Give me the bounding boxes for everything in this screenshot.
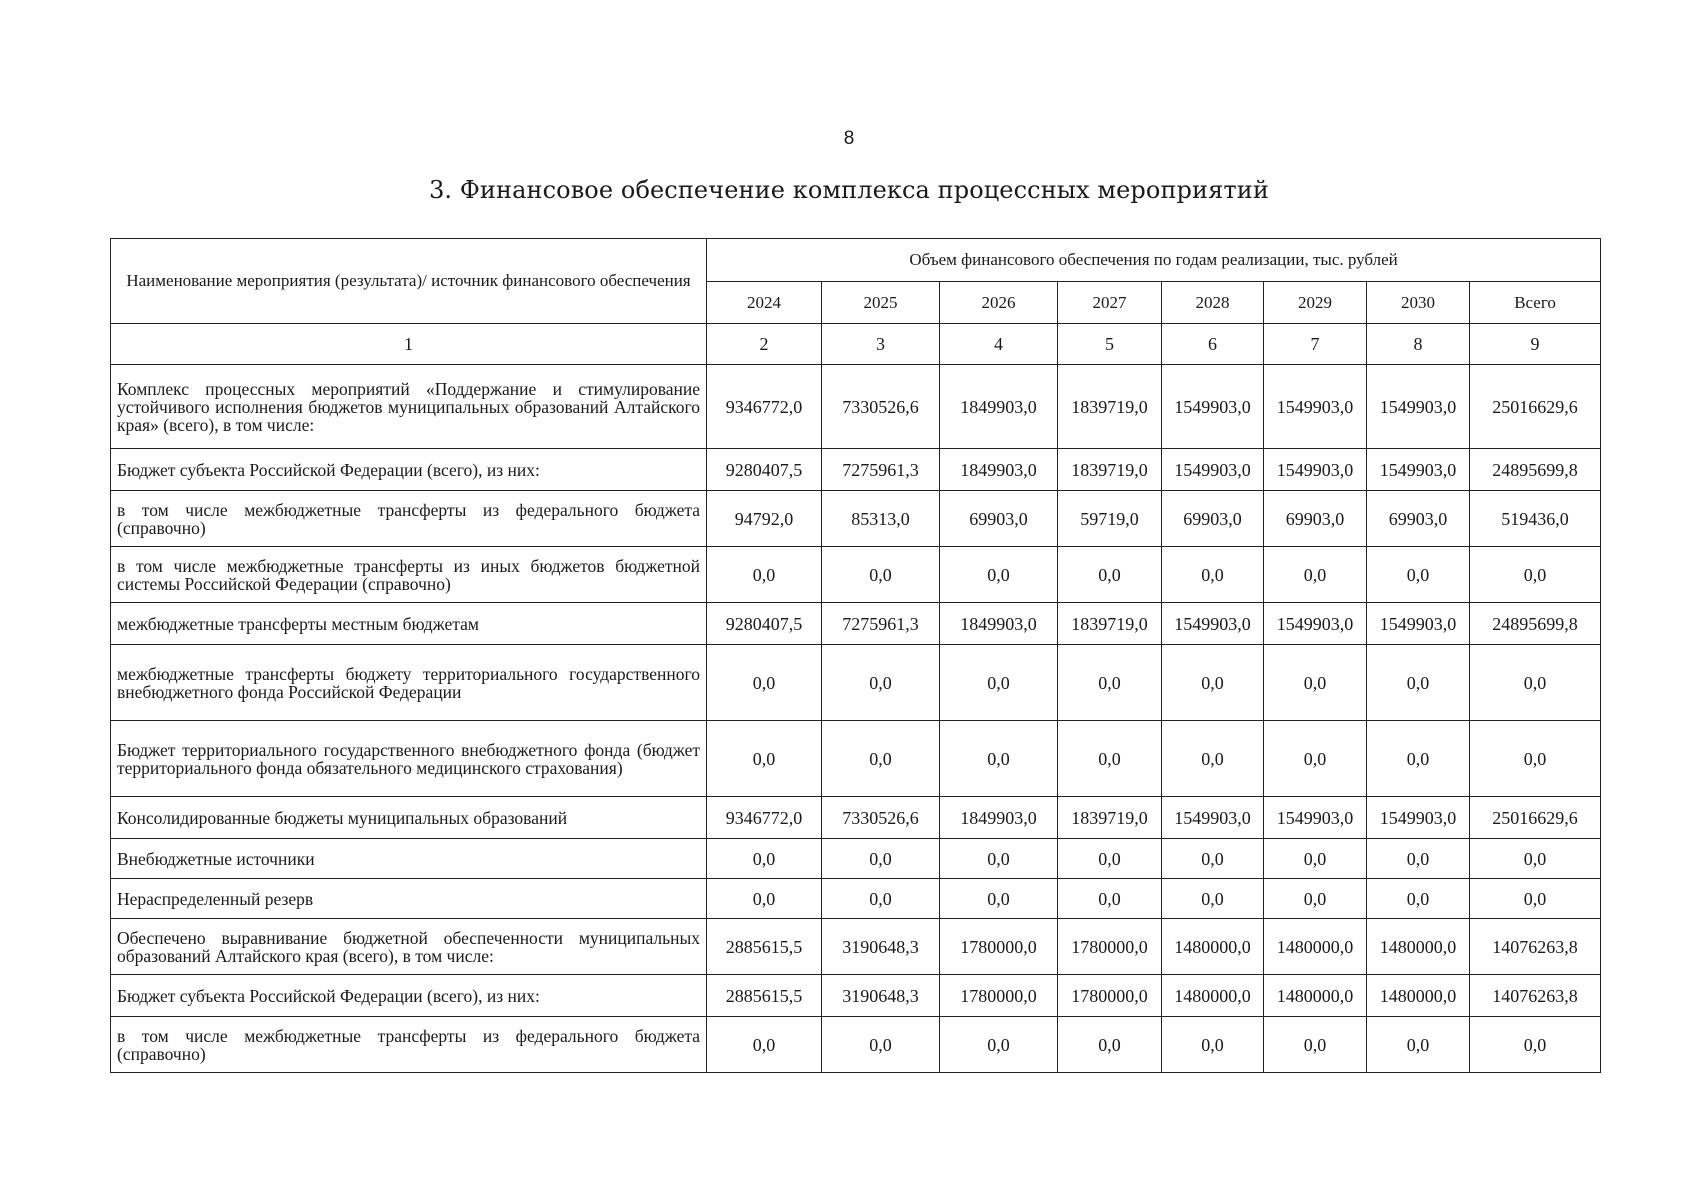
value-cell: 1849903,0 [940,603,1058,645]
row-label: Бюджет субъекта Российской Федерации (всего), из них: [111,449,707,491]
column-number: 9 [1470,324,1601,365]
table-row [111,721,1601,797]
value-cell: 1839719,0 [1058,449,1162,491]
value-cell: 0,0 [1162,1017,1264,1073]
table-row [111,547,1601,603]
financing-table [110,238,1601,1073]
value-cell: 0,0 [940,1017,1058,1073]
value-cell: 0,0 [1162,645,1264,721]
value-cell: 0,0 [707,1017,822,1073]
table-row [111,879,1601,919]
value-cell: 1480000,0 [1264,919,1367,975]
table-row [111,603,1601,645]
value-cell: 1480000,0 [1367,919,1470,975]
value-cell: 1549903,0 [1264,603,1367,645]
value-cell: 0,0 [1367,839,1470,879]
value-cell: 0,0 [1264,1017,1367,1073]
value-cell: 0,0 [940,721,1058,797]
value-cell: 2885615,5 [707,919,822,975]
header-year: 2029 [1264,282,1367,324]
value-cell: 0,0 [1470,839,1601,879]
value-cell: 3190648,3 [822,975,940,1017]
value-cell: 0,0 [1058,839,1162,879]
row-label: межбюджетные трансферты местным бюджетам [111,603,707,645]
value-cell: 9346772,0 [707,797,822,839]
value-cell: 0,0 [1058,721,1162,797]
header-year: 2026 [940,282,1058,324]
value-cell: 0,0 [822,879,940,919]
header-year: 2027 [1058,282,1162,324]
row-label: Бюджет субъекта Российской Федерации (всего), из них: [111,975,707,1017]
table-row [111,1017,1601,1073]
page-number: 8 [843,128,855,149]
value-cell: 24895699,8 [1470,603,1601,645]
value-cell: 7330526,6 [822,797,940,839]
value-cell: 0,0 [1162,721,1264,797]
value-cell: 0,0 [1264,879,1367,919]
value-cell: 0,0 [1470,645,1601,721]
value-cell: 0,0 [1470,879,1601,919]
value-cell: 9280407,5 [707,603,822,645]
value-cell: 0,0 [822,645,940,721]
value-cell: 1780000,0 [1058,975,1162,1017]
header-volume-group: Объем финансового обеспечения по годам реализации, тыс. рублей [707,239,1601,282]
value-cell: 1549903,0 [1162,797,1264,839]
value-cell: 1480000,0 [1162,975,1264,1017]
value-cell: 14076263,8 [1470,919,1601,975]
value-cell: 1549903,0 [1162,365,1264,449]
value-cell: 1549903,0 [1367,603,1470,645]
value-cell: 0,0 [1470,1017,1601,1073]
value-cell: 1480000,0 [1162,919,1264,975]
value-cell: 0,0 [707,721,822,797]
value-cell: 0,0 [940,645,1058,721]
table-row [111,449,1601,491]
value-cell: 1549903,0 [1264,365,1367,449]
value-cell: 1549903,0 [1367,449,1470,491]
value-cell: 1849903,0 [940,365,1058,449]
header-year: Всего [1470,282,1601,324]
value-cell: 69903,0 [1264,491,1367,547]
table-row [111,365,1601,449]
row-label: в том числе межбюджетные трансферты из федерального бюджета (справочно) [111,1017,707,1073]
value-cell: 1839719,0 [1058,603,1162,645]
row-label: Нераспределенный резерв [111,879,707,919]
value-cell: 0,0 [1058,879,1162,919]
column-number: 3 [822,324,940,365]
value-cell: 0,0 [707,547,822,603]
value-cell: 0,0 [822,1017,940,1073]
table-row [111,491,1601,547]
row-label: Обеспечено выравнивание бюджетной обеспеченности муниципальных образований Алтайского края (всего), в том числе: [111,919,707,975]
value-cell: 0,0 [707,879,822,919]
value-cell: 7275961,3 [822,449,940,491]
value-cell: 3190648,3 [822,919,940,975]
row-label: Внебюджетные источники [111,839,707,879]
value-cell: 1549903,0 [1162,449,1264,491]
value-cell: 7275961,3 [822,603,940,645]
value-cell: 0,0 [1470,721,1601,797]
column-number: 6 [1162,324,1264,365]
value-cell: 1839719,0 [1058,797,1162,839]
row-label: Комплекс процессных мероприятий «Поддержание и стимулирование устойчивого исполнения бюджетов муниципальных образований Алтайского края» (всего), в том числе: [111,365,707,449]
value-cell: 0,0 [822,547,940,603]
table-row [111,645,1601,721]
column-number: 7 [1264,324,1367,365]
value-cell: 14076263,8 [1470,975,1601,1017]
column-number: 5 [1058,324,1162,365]
value-cell: 1549903,0 [1264,797,1367,839]
value-cell: 0,0 [1264,645,1367,721]
header-year: 2025 [822,282,940,324]
column-number: 8 [1367,324,1470,365]
row-label: Бюджет территориального государственного внебюджетного фонда (бюджет территориального фонда обязательного медицинского страхования) [111,721,707,797]
section-title: 3. Финансовое обеспечение комплекса процессных мероприятий [429,176,1269,204]
value-cell: 69903,0 [1162,491,1264,547]
value-cell: 59719,0 [1058,491,1162,547]
value-cell: 0,0 [707,839,822,879]
value-cell: 0,0 [1162,879,1264,919]
value-cell: 0,0 [1264,721,1367,797]
value-cell: 1839719,0 [1058,365,1162,449]
value-cell: 0,0 [1162,547,1264,603]
value-cell: 2885615,5 [707,975,822,1017]
value-cell: 0,0 [1058,1017,1162,1073]
header-year: 2028 [1162,282,1264,324]
column-number: 2 [707,324,822,365]
value-cell: 0,0 [1367,547,1470,603]
value-cell: 1780000,0 [940,919,1058,975]
value-cell: 0,0 [822,839,940,879]
value-cell: 1480000,0 [1264,975,1367,1017]
value-cell: 0,0 [1367,1017,1470,1073]
row-label: в том числе межбюджетные трансферты из иных бюджетов бюджетной системы Российской Федерации (справочно) [111,547,707,603]
value-cell: 1549903,0 [1264,449,1367,491]
value-cell: 1549903,0 [1162,603,1264,645]
value-cell: 85313,0 [822,491,940,547]
header-year: 2024 [707,282,822,324]
value-cell: 24895699,8 [1470,449,1601,491]
value-cell: 0,0 [707,645,822,721]
value-cell: 1780000,0 [940,975,1058,1017]
value-cell: 0,0 [1264,547,1367,603]
header-name-column: Наименование мероприятия (результата)/ источник финансового обеспечения [111,239,707,324]
value-cell: 0,0 [1367,645,1470,721]
value-cell: 25016629,6 [1470,797,1601,839]
row-label: межбюджетные трансферты бюджету территориального государственного внебюджетного фонда Российской Федерации [111,645,707,721]
value-cell: 9346772,0 [707,365,822,449]
header-year: 2030 [1367,282,1470,324]
value-cell: 1849903,0 [940,449,1058,491]
value-cell: 69903,0 [940,491,1058,547]
column-number: 1 [111,324,707,365]
table-row [111,975,1601,1017]
table-row [111,839,1601,879]
value-cell: 519436,0 [1470,491,1601,547]
value-cell: 1549903,0 [1367,365,1470,449]
value-cell: 0,0 [1367,721,1470,797]
row-label: в том числе межбюджетные трансферты из федерального бюджета (справочно) [111,491,707,547]
value-cell: 94792,0 [707,491,822,547]
value-cell: 0,0 [1264,839,1367,879]
row-label: Консолидированные бюджеты муниципальных образований [111,797,707,839]
value-cell: 0,0 [940,547,1058,603]
table-row [111,797,1601,839]
value-cell: 7330526,6 [822,365,940,449]
value-cell: 0,0 [822,721,940,797]
value-cell: 9280407,5 [707,449,822,491]
value-cell: 0,0 [940,879,1058,919]
value-cell: 1780000,0 [1058,919,1162,975]
column-number: 4 [940,324,1058,365]
value-cell: 1480000,0 [1367,975,1470,1017]
value-cell: 0,0 [1470,547,1601,603]
value-cell: 0,0 [1058,645,1162,721]
value-cell: 1549903,0 [1367,797,1470,839]
value-cell: 0,0 [940,839,1058,879]
value-cell: 0,0 [1162,839,1264,879]
value-cell: 0,0 [1058,547,1162,603]
table-row [111,919,1601,975]
value-cell: 1849903,0 [940,797,1058,839]
value-cell: 0,0 [1367,879,1470,919]
value-cell: 69903,0 [1367,491,1470,547]
value-cell: 25016629,6 [1470,365,1601,449]
